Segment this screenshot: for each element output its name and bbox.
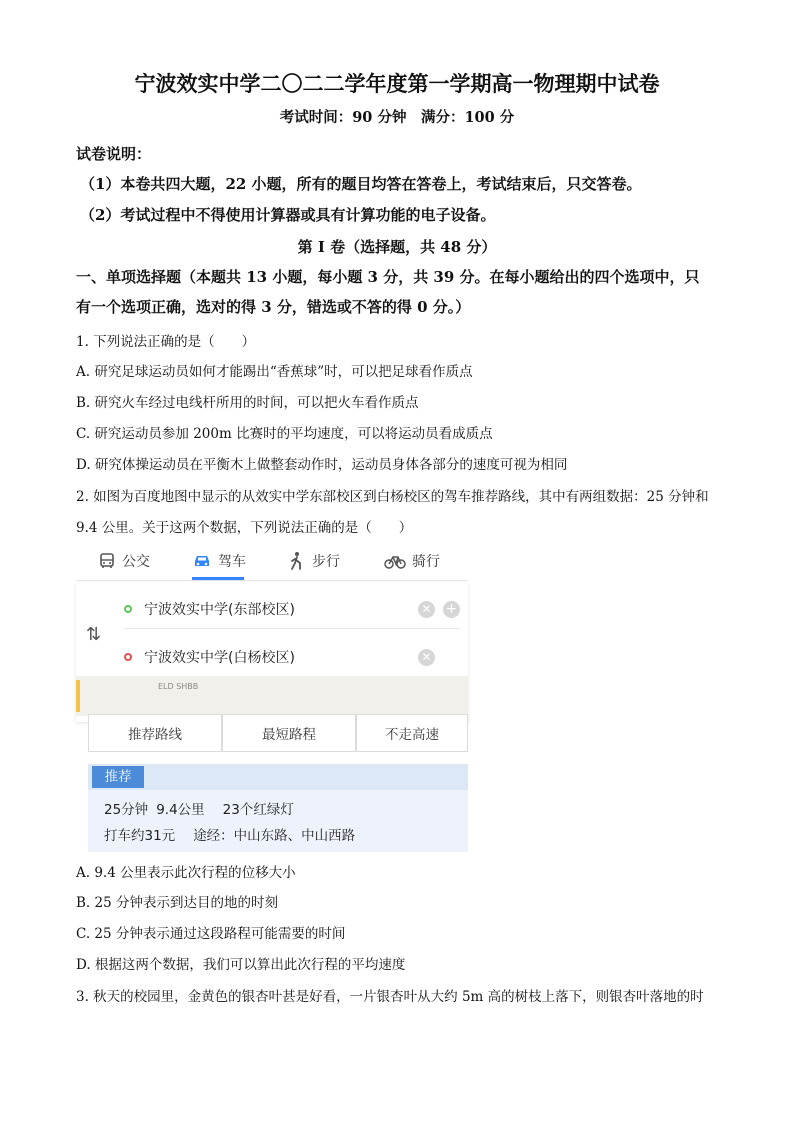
route-details xyxy=(104,824,355,844)
add-waypoint-icon[interactable]: + xyxy=(443,601,460,618)
q2-option-c: C. 25 分钟表示通过这段路程可能需要的时间 xyxy=(76,926,346,942)
recommend-tag: 推荐 xyxy=(92,766,144,788)
route-via: 途经：中山东路、中山西路 xyxy=(193,828,356,844)
tab-bus-label: 公交 xyxy=(122,554,150,570)
q2-stem-line1: 2. 如图为百度地图中显示的从效实中学东部校区到白杨校区的驾车推荐路线，其中有两组数据：25 分钟和 xyxy=(76,489,709,505)
exam-title: 宁波效实中学二〇二二学年度第一学期高一物理期中试卷 xyxy=(134,71,660,96)
walk-icon xyxy=(288,551,306,571)
exam-subtitle: 考试时间：90 分钟 满分：100 分 xyxy=(279,109,515,126)
destination-text: 宁波效实中学(白杨校区) xyxy=(144,650,295,666)
q1-option-d: D. 研究体操运动员在平衡木上做整套动作时，运动员身体各部分的速度可视为相同 xyxy=(76,457,568,473)
tab-bus[interactable] xyxy=(98,548,150,574)
route-option-no-highway[interactable]: 不走高速 xyxy=(356,714,468,752)
tab-car-label: 驾车 xyxy=(218,554,246,570)
clear-origin-icon[interactable]: ✕ xyxy=(418,601,435,618)
recommended-header xyxy=(88,764,468,790)
q2-option-d: D. 根据这两个数据，我们可以算出此次行程的平均速度 xyxy=(76,957,406,973)
transport-tabs xyxy=(76,542,468,581)
route-taxi-fare: 打车约31元 xyxy=(104,828,176,844)
instruction-2: （2）考试过程中不得使用计算器或具有计算功能的电子设备。 xyxy=(80,206,496,224)
part-one-heading-line1: 一、单项选择题（本题共 13 小题，每小题 3 分，共 39 分。在每小题给出的四个选项中，只 xyxy=(76,268,700,286)
q1-option-a: A. 研究足球运动员如何才能踢出“香蕉球”时，可以把足球看作质点 xyxy=(76,364,473,380)
bike-icon xyxy=(384,552,406,570)
q1-option-c: C. 研究运动员参加 200m 比赛时的平均速度，可以将运动员看成质点 xyxy=(76,426,493,442)
q2-option-b: B. 25 分钟表示到达目的地的时刻 xyxy=(76,895,278,911)
map-preview xyxy=(76,676,468,716)
recommended-route-card[interactable] xyxy=(88,764,468,852)
q1-option-b: B. 研究火车经过电线杆所用的时间，可以把火车看作质点 xyxy=(76,395,419,411)
active-tab-indicator xyxy=(192,577,244,580)
clear-destination-icon[interactable]: ✕ xyxy=(418,649,435,666)
tab-bike[interactable] xyxy=(384,548,440,574)
origin-row[interactable] xyxy=(124,590,460,629)
route-distance: 9.4公里 xyxy=(156,802,205,818)
route-traffic-lights: 23个红绿灯 xyxy=(222,802,294,818)
map-road-mark xyxy=(76,680,80,712)
origin-dot-icon xyxy=(124,605,132,613)
instruction-1: （1）本卷共四大题，22 小题，所有的题目均答在答卷上，考试结束后，只交答卷。 xyxy=(80,175,642,193)
map-label: ELD SHBB xyxy=(158,682,199,691)
tab-walk[interactable] xyxy=(288,548,340,574)
q2-stem-line2: 9.4 公里。关于这两个数据，下列说法正确的是（ ） xyxy=(76,520,413,536)
route-duration: 25分钟 xyxy=(104,802,149,818)
section-title: 第 I 卷（选择题，共 48 分） xyxy=(297,238,497,256)
q3-stem: 3. 秋天的校园里，金黄色的银杏叶甚是好看，一片银杏叶从大约 5m 高的树枝上落下，则银杏叶落地的时 xyxy=(76,989,704,1005)
instructions-heading: 试卷说明： xyxy=(76,145,152,163)
route-option-recommended[interactable]: 推荐路线 xyxy=(88,714,222,752)
tab-walk-label: 步行 xyxy=(312,554,340,570)
car-icon xyxy=(192,552,212,570)
destination-dot-icon xyxy=(124,653,132,661)
swap-direction-icon[interactable]: ⇅ xyxy=(86,624,102,645)
route-options xyxy=(88,714,468,754)
q2-option-a: A. 9.4 公里表示此次行程的位移大小 xyxy=(76,865,296,881)
part-one-heading-line2: 有一个选项正确，选对的得 3 分，错选或不答的得 0 分。） xyxy=(76,298,471,316)
bus-icon xyxy=(98,552,116,570)
tab-car[interactable] xyxy=(192,548,246,574)
tab-bike-label: 骑行 xyxy=(412,554,440,570)
route-option-shortest[interactable]: 最短路程 xyxy=(222,714,356,752)
destination-row[interactable] xyxy=(124,638,460,676)
origin-text: 宁波效实中学(东部校区) xyxy=(144,602,295,618)
route-screenshot xyxy=(76,542,468,852)
q1-stem: 1. 下列说法正确的是（ ） xyxy=(76,334,256,350)
route-summary xyxy=(104,798,294,818)
